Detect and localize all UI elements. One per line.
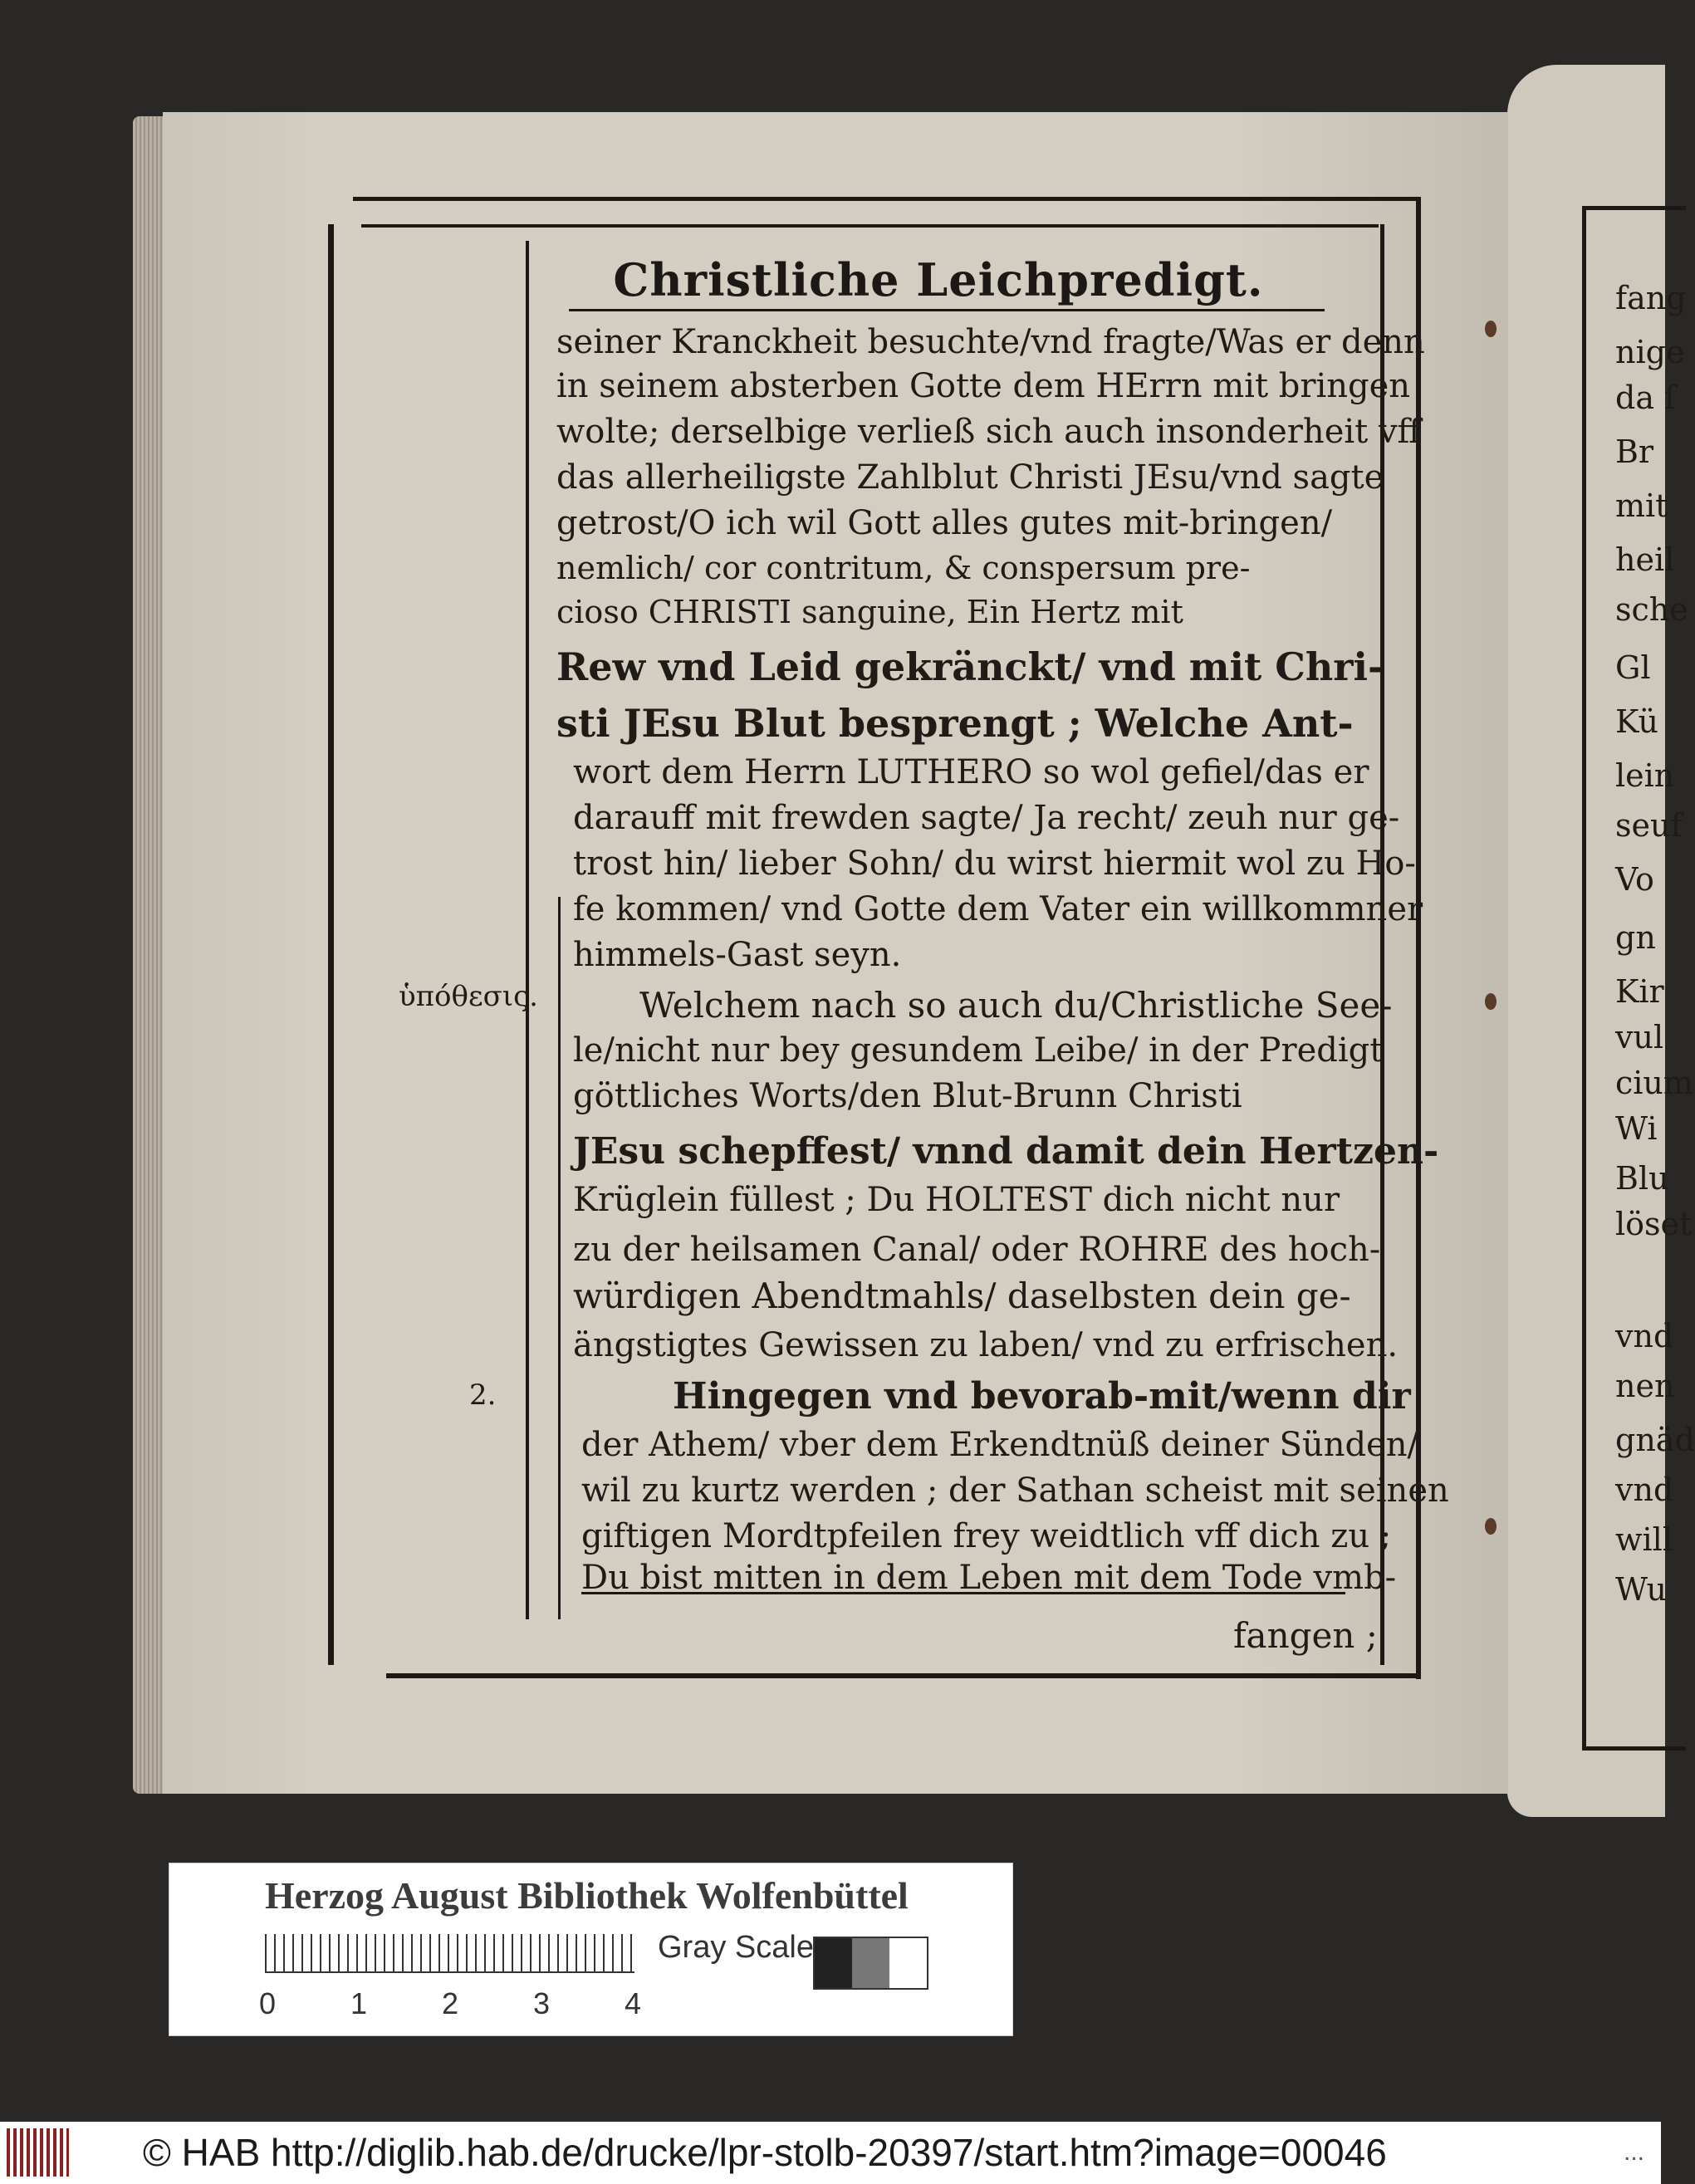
text-line: seiner Kranckheit besuchte/vnd fragte/Was er denn [556,323,1425,361]
text-line: Rew vnd Leid gekränckt/ vnd mit Chri- [556,644,1384,689]
text-line: le/nicht nur bey gesundem Leibe/ in der Predigt [573,1031,1384,1070]
text-line: göttliches Worts/den Blut-Brunn Christi [573,1077,1242,1115]
facing-page-fragment: Kir [1615,973,1664,1010]
facing-page-fragment: gn [1615,919,1656,956]
binding-hole [1485,321,1497,337]
text-line: getrost/O ich wil Gott alles gutes mit-bringen/ [556,504,1333,542]
facing-page-fragment: Kü [1615,703,1659,740]
text-line: nemlich/ cor contritum, & conspersum pre- [556,550,1251,586]
facing-page-fragment: Vo [1615,861,1654,898]
text-line: das allerheiligste Zahlblut Christi JEsu/vnd sagte [556,458,1384,497]
running-title: Christliche Leichpredigt. [613,253,1264,306]
footer-bar [0,2122,1661,2184]
margin-column-rule-secondary [558,897,561,1619]
facing-page-fragment: mit [1615,487,1668,524]
facing-page-fragment: will [1615,1521,1673,1558]
text-line: würdigen Abendtmahls/ daselbsten dein ge- [573,1276,1351,1316]
text-line: ängstigtes Gewissen zu laben/ vnd zu erfrischen. [573,1326,1399,1364]
facing-page-fragment: gnäd [1615,1422,1695,1458]
facing-page-fragment: Gl [1615,649,1651,686]
facing-page-fragment: nige [1615,334,1685,370]
facing-page-fragment: vul [1615,1019,1664,1055]
text-line: Du bist mitten in dem Leben mit dem Tode vmb- [581,1559,1397,1597]
text-line: wolte; derselbige verließ sich auch insonderheit vff [556,413,1421,451]
gray-swatch-light [889,1938,927,1988]
text-line: zu der heilsamen Canal/ oder ROHRE des hoch- [573,1231,1381,1269]
text-line: wil zu kurtz werden ; der Sathan scheist mit seinen [581,1472,1449,1510]
text-line: JEsu schepffest/ vnnd damit dein Hertzen- [573,1130,1439,1173]
ruler-scale [265,1934,634,1973]
facing-page-fragment: Blu [1615,1160,1669,1197]
gray-scale-swatches [813,1937,928,1990]
text-line: der Athem/ vber dem Erkendtnüß deiner Sünden/ [581,1426,1418,1464]
text-line: himmels-Gast seyn. [573,936,902,974]
footer-credit-link[interactable]: © HAB http://diglib.hab.de/drucke/lpr-stolb-20397/start.htm?image=00046 [143,2131,1387,2174]
facing-page-fragment: cium [1615,1065,1693,1101]
ruler-number: 3 [533,1986,551,2020]
ruler-number: 4 [625,1986,642,2020]
facing-page-fragment: da ſ [1615,380,1677,416]
binding-hole [1485,993,1497,1010]
facing-page-fragment: Wu [1615,1571,1667,1608]
text-line: wort dem Herrn LUTHERO so wol gefiel/das er [573,753,1369,791]
text-line: sti JEsu Blut besprengt ; Welche Ant- [556,701,1354,746]
facing-page-fragment: Wi [1615,1110,1658,1147]
text-line: Welchem nach so auch du/Christliche See- [639,985,1393,1026]
catchword: fangen ; [1233,1615,1378,1656]
facing-page-fragment: vnd [1615,1318,1674,1354]
title-underline [569,309,1325,311]
footer-more: ... [1623,2138,1644,2166]
ruler-number: 1 [350,1986,368,2020]
ruler-number: 2 [442,1986,459,2020]
color-target-card [169,1863,1013,2036]
gray-swatch-dark [815,1938,852,1988]
gray-swatch-mid [852,1938,889,1988]
facing-page-fragment: nen [1615,1368,1675,1404]
text-line: giftigen Mordtpfeilen frey weidtlich vff dich zu ; [581,1517,1392,1555]
facing-page-fragment: seuf [1615,807,1683,844]
facing-page-fragment: fang [1615,280,1687,316]
facing-page-fragment: lein [1615,757,1675,794]
text-line: darauff mit frewden sagte/ Ja recht/ zeuh nur ge- [573,799,1400,837]
text-line: fe kommen/ vnd Gotte dem Vater ein willkommner [573,890,1423,928]
facing-page-fragment: Br [1615,433,1654,470]
facing-page-fragment: sche [1615,591,1688,628]
margin-column-rule [526,241,529,1619]
facing-page-fragment: heil [1615,541,1675,578]
page-frame-bottom-rule [386,1673,1416,1678]
text-line: trost hin/ lieber Sohn/ du wirst hiermit wol zu Ho- [573,845,1416,883]
text-line: Hingegen vnd bevorab-mit/wenn dir [673,1375,1411,1418]
margin-note-hypothesis: ὑπόθεσις. [399,980,538,1013]
facing-page-fragment: vnd [1615,1472,1674,1508]
gray-scale-label: Gray Scale [658,1930,814,1965]
hab-logo-icon [7,2128,69,2177]
text-line: in seinem absterben Gotte dem HErrn mit bringen [556,367,1411,405]
facing-page-fragment: löset [1615,1206,1693,1242]
binding-hole [1485,1518,1497,1535]
ruler-number: 0 [259,1986,277,2020]
text-line: Krüglein füllest ; Du HOLTEST dich nicht nur [573,1181,1340,1219]
margin-note-number: 2. [469,1378,497,1412]
text-line: cioso CHRISTI sanguine, Ein Hertz mit [556,594,1183,630]
institution-name: Herzog August Bibliothek Wolfenbüttel [265,1874,909,1917]
